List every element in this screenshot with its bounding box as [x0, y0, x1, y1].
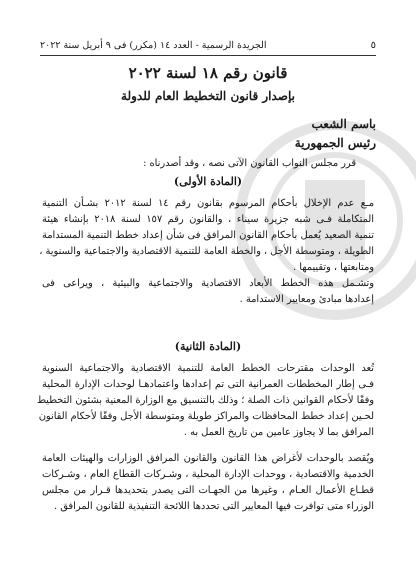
- article-two-line: فـى إطار المخططات العمرانية التى تم إعدادها واعتمادهـا لوحدات الإدارة المحلية: [42, 379, 374, 390]
- president-heading: رئيس الجمهورية: [294, 136, 376, 150]
- law-subtitle: بإصدار قانون التخطيط العام للدولة: [121, 89, 295, 103]
- article-two-line: وفقًا لأحكام القوانين ذات الصلة ؛ وذلك بالتنسيق مع الوزارة المعنية بشئون التخطيط: [36, 395, 374, 406]
- article-one-line: الطويلة ، ومتوسطة الأجل ، والخطة العامة للتنمية الاقتصادية والاجتماعية والسنوية ،: [39, 246, 374, 257]
- header-rule: [40, 55, 376, 56]
- article-two-line: لحـين إعداد خطط المحافظات والمراكز طويلة ومتوسطة الأجل وفقًا لأحكام القانون: [38, 411, 374, 422]
- article-one-line: المتكاملة فـى شبه جزيرة سيناء ، والقانون رقم ١٥٧ لسنة ٢٠١٨ بإنشاء هيئة: [42, 214, 374, 225]
- article-two-line: الخدمية والاقتصادية ، ووحدات الإدارة المحلية ، وشـركات القطاع العام ، وشـركات: [42, 469, 374, 480]
- article-one-line: تنمية الصعيد يُعمل بأحكام القانون المرافق فى شأن إعداد خطط التنمية المستدامة: [42, 230, 374, 241]
- law-title: قانون رقم ١٨ لسنة ٢٠٢٢: [128, 64, 288, 82]
- article-one-heading: (المادة الأولى): [173, 175, 243, 188]
- article-two-line: ويُقصد بالوحدات لأغراض هذا القانون والقانون المرافق الوزارات والهيئات العامة: [42, 453, 374, 464]
- article-two-line: تُعد الوحدات مقترحات الخطط العامة للتنمية الاقتصادية والاجتماعية السنوية: [42, 363, 374, 374]
- article-one-line: وتشـمل هذه الخطط الأبعاد الاقتصادية والاجتماعية والبيئية ، ويراعى فى: [42, 278, 374, 289]
- article-two-line: المرافق بما لا يجاوز عامين من تاريخ العمل به .: [183, 427, 374, 438]
- page-header: [40, 38, 376, 52]
- intro-line: قرر مجلس النواب القانون الآتى نصه ، وقد أصدرناه :: [143, 158, 356, 169]
- article-two-line: قطـاع الأعمال العـام ، وغيرها من الجهـات التى يصدر بتحديدها قـرار من مجلس: [42, 485, 374, 496]
- article-two-heading: (المادة الثانية): [174, 340, 242, 353]
- article-one-line: مـع عدم الإخلال بأحكام المرسوم بقانون رقم ١٤ لسنة ٢٠١٢ بشـأن التنمية: [42, 198, 374, 209]
- in-the-name-of-people: باسم الشعب: [311, 117, 376, 131]
- article-one-line: إعدادها مبادئ ومعايير الاستدامة .: [239, 294, 374, 305]
- page-number: ٥: [370, 39, 376, 51]
- article-one-line: ومتابعتها ، وتقييمها .: [293, 262, 374, 273]
- article-two-line: الوزراء متى توافرت فيها المعايير التى تحددها اللائحة التنفيذية للقانون المرافق .: [54, 501, 374, 512]
- gazette-header-text: الجريدة الرسمية - العدد ١٤ (مكرر) فى ٩ أبريل سنة ٢٠٢٢: [40, 39, 267, 51]
